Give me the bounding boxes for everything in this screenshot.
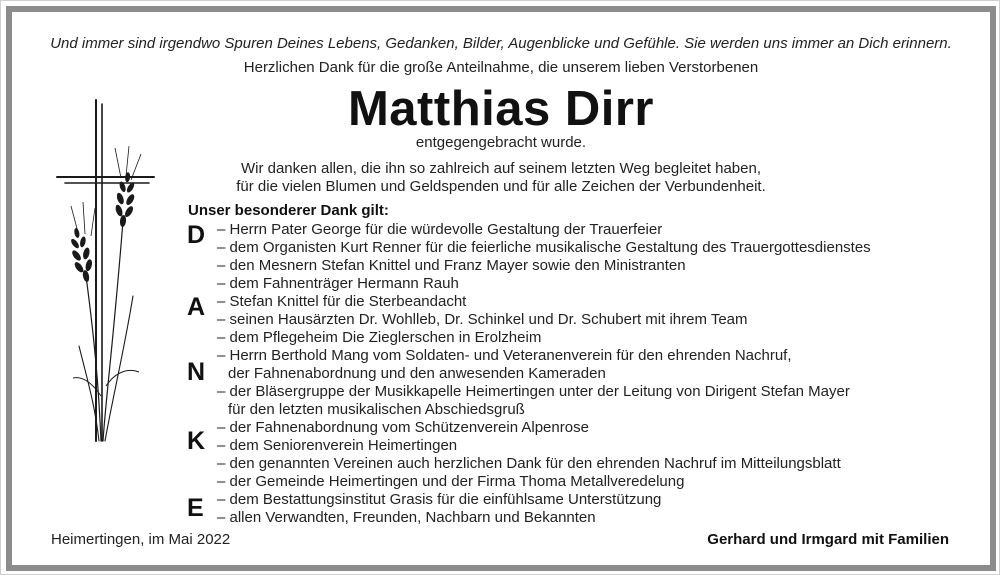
thanks-list-item: – dem Bestattungsinstitut Grasis für die einfühlsame Unterstützung <box>217 491 662 508</box>
special-thanks-heading: Unser besonderer Dank gilt: <box>188 202 389 219</box>
danke-letter-n: N <box>187 358 206 386</box>
thanks-list-item: – Herrn Berthold Mang vom Soldaten- und Veteranenverein für den ehrenden Nachruf, <box>217 347 792 364</box>
thanks-list-item: – seinen Hausärzten Dr. Wohlleb, Dr. Schinkel und Dr. Schubert mit ihrem Team <box>217 311 748 328</box>
danke-letter-e: E <box>187 494 204 522</box>
danke-letter-d: D <box>187 221 206 249</box>
thanks-list-item: – der Gemeinde Heimertingen und der Firma Thoma Metallveredelung <box>217 473 685 490</box>
thanks-list-item: – der Bläsergruppe der Musikkapelle Heimertingen unter der Leitung von Dirigent Stefan Mayer <box>217 383 850 400</box>
thanks-list-item: – den Mesnern Stefan Knittel und Franz Mayer sowie den Ministranten <box>217 257 686 274</box>
thanks-list-item: – den genannten Vereinen auch herzlichen Dank für den ehrenden Nachruf im Mitteilungsblatt <box>217 455 841 472</box>
danke-letter-k: K <box>187 427 206 455</box>
intro-text: Herzlichen Dank für die große Anteilnahme, die unserem lieben Verstorbenen <box>243 59 759 76</box>
place-and-date: Heimertingen, im Mai 2022 <box>51 531 231 548</box>
thanks-list-item: – dem Fahnenträger Hermann Rauh <box>217 275 459 292</box>
thanks-line-2: für die vielen Blumen und Geldspenden und für alle Zeichen der Verbundenheit. <box>236 178 766 195</box>
thanks-list-item: – allen Verwandten, Freunden, Nachbarn und Bekannten <box>217 509 596 526</box>
thanks-list-item: – Herrn Pater George für die würdevolle Gestaltung der Trauerfeier <box>217 221 663 238</box>
danke-letter-a: A <box>187 293 206 321</box>
thanks-list-item: – dem Pflegeheim Die Zieglerschen in Erolzheim <box>217 329 542 346</box>
thanks-line-1: Wir danken allen, die ihn so zahlreich auf seinem letzten Weg begleitet haben, <box>240 160 762 177</box>
cross-with-wheat-icon <box>51 96 171 446</box>
thanks-list-item: – dem Organisten Kurt Renner für die feierliche musikalische Gestaltung des Trauergottesdienstes <box>217 239 871 256</box>
signature: Gerhard und Irmgard mit Familien <box>707 531 949 548</box>
deceased-name: Matthias Dirr <box>347 82 654 136</box>
thanks-list-item: der Fahnenabordnung und den anwesenden Kameraden <box>228 365 606 382</box>
memorial-quote: Und immer sind irgendwo Spuren Deines Lebens, Gedanken, Bilder, Augenblicke und Gefühle. Sie werden uns immer an Dich erinnern. <box>50 35 952 52</box>
thanks-list-item: – der Fahnenabordnung vom Schützenverein Alpenrose <box>217 419 589 436</box>
thanks-list-item: – dem Seniorenverein Heimertingen <box>217 437 458 454</box>
intro-continuation: entgegengebracht wurde. <box>415 134 587 151</box>
thanks-list-item: – Stefan Knittel für die Sterbeandacht <box>217 293 467 310</box>
thanks-list-item: für den letzten musikalischen Abschiedsgruß <box>228 401 525 418</box>
